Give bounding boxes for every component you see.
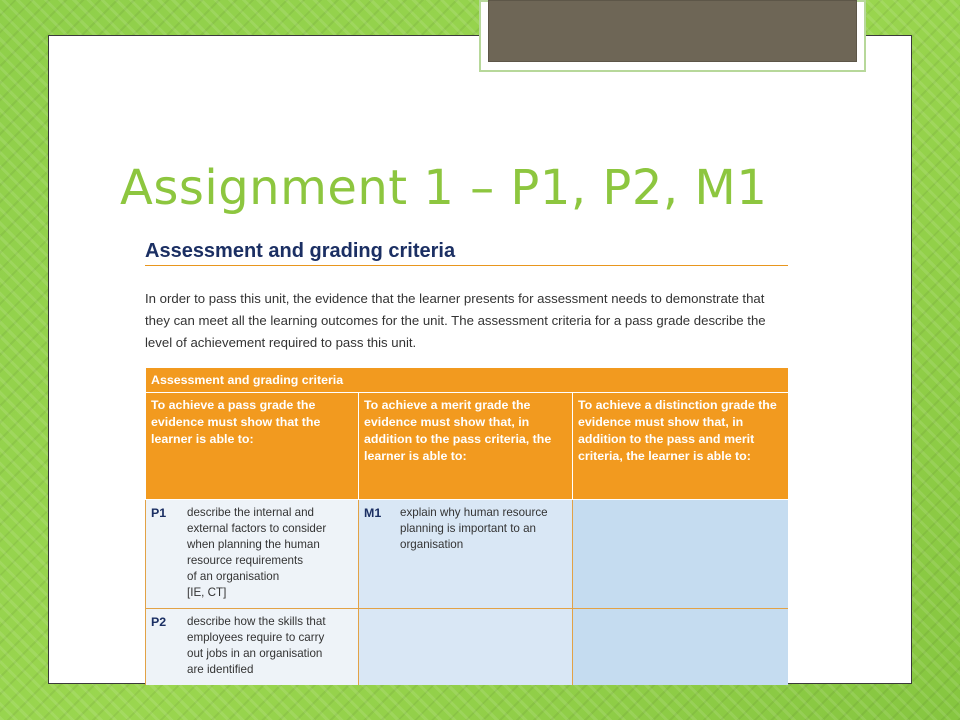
distinction-cell (573, 609, 789, 686)
slide-title: Assignment 1 – P1, P2, M1 (120, 160, 768, 216)
criterion-code: P2 (151, 615, 167, 629)
column-header-distinction: To achieve a distinction grade the evidence must show that, in addition to the pass and merit criteria, the learner is able to: (573, 393, 789, 500)
pass-cell (146, 500, 359, 609)
criterion-code: M1 (364, 506, 382, 520)
criteria-table (145, 367, 788, 685)
decorative-tab-block (488, 0, 857, 62)
table-row (146, 609, 789, 686)
pass-cell (146, 609, 359, 686)
document-excerpt (145, 240, 788, 354)
merit-cell (359, 500, 573, 609)
criteria-table-container (145, 367, 788, 685)
table-row (146, 500, 789, 609)
criterion-text: describe how the skills that employees require to carry out jobs in an organisation are identified (187, 615, 326, 676)
criterion-text: explain why human resource planning is important to an organisation (400, 506, 548, 551)
criterion-code: P1 (151, 506, 167, 520)
document-intro: In order to pass this unit, the evidence that the learner presents for assessment needs to demonstrate that they can meet all the learning outcomes for the unit. The assessment criteria for a pass grade describe the level of achievement required to pass this unit. (145, 291, 766, 350)
document-heading: Assessment and grading criteria (145, 240, 788, 266)
column-header-merit: To achieve a merit grade the evidence must show that, in addition to the pass criteria, the learner is able to: (359, 393, 573, 500)
distinction-cell (573, 500, 789, 609)
criterion-text: describe the internal and external factors to consider when planning the human resource requirements of an organisation [IE, CT] (187, 506, 327, 599)
merit-cell (359, 609, 573, 686)
column-header-pass: To achieve a pass grade the evidence must show that the learner is able to: (146, 393, 359, 500)
criteria-table-title: Assessment and grading criteria (146, 368, 789, 393)
